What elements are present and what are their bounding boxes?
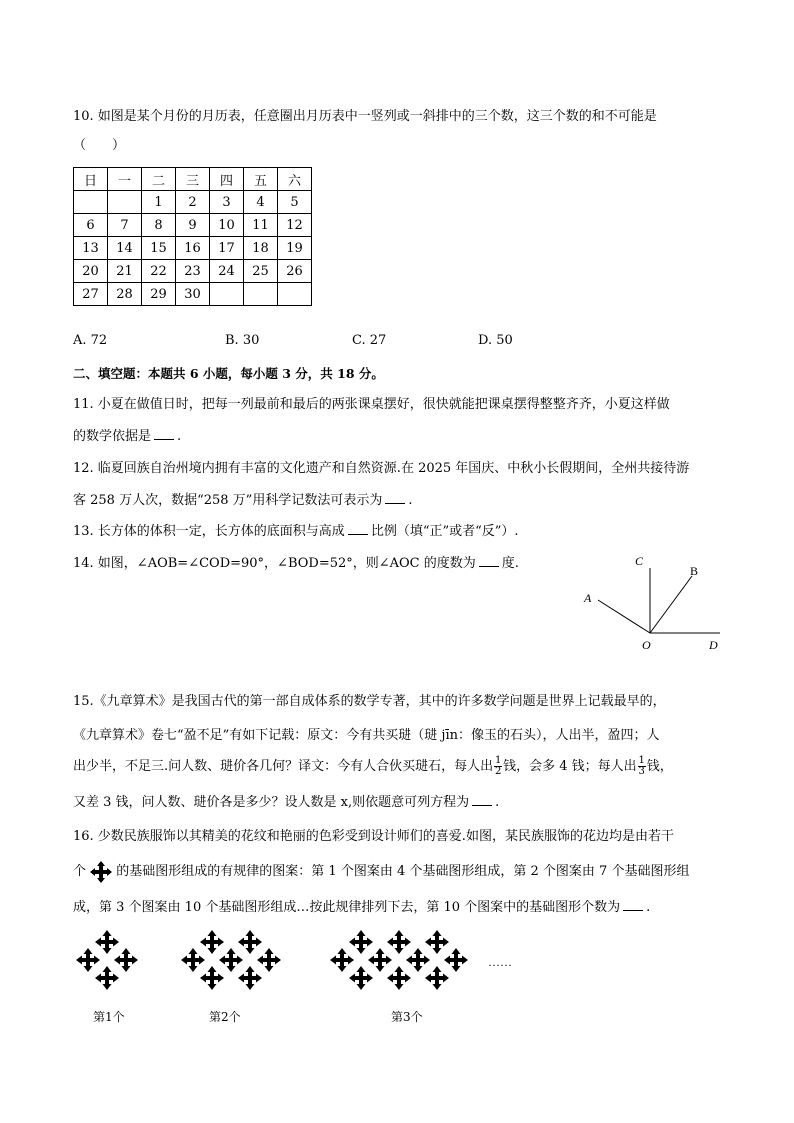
cross-arrow-icon [368, 948, 392, 972]
calendar-cell: 1 [142, 191, 176, 214]
calendar-row [74, 237, 312, 260]
q13-line1-text: 13. 长方体的体积一定，长方体的底面积与高成 [73, 524, 345, 539]
q16-line2a: 个 [73, 864, 87, 879]
calendar-cell [108, 191, 142, 214]
cross-arrow-icon [425, 966, 449, 990]
q15-line3c: 钱， [646, 759, 673, 774]
option-b: B. 30 [225, 333, 260, 348]
fraction-denominator: 3 [638, 766, 645, 777]
calendar-cell: 13 [74, 237, 108, 260]
calendar-cell: 25 [244, 260, 278, 283]
option-a: A. 72 [73, 333, 108, 348]
option-c: C. 27 [352, 333, 387, 348]
calendar-header-row [74, 168, 312, 191]
q12-line2-text: 客 258 万人次，数据“258 万”用科学记数法可表示为 [73, 493, 383, 508]
q10-text-line1: 10. 如图是某个月份的月历表，任意圈出月历表中一竖列或一斜排中的三个数，这三个数的和不可能是 [73, 109, 657, 124]
cross-arrow-icon [257, 948, 281, 972]
cross-arrow-icon [406, 948, 430, 972]
q14-line1-end: 度. [501, 556, 519, 571]
cross-arrow-icon [95, 930, 119, 954]
q12-line1: 12. 临夏回族自治州境内拥有丰富的文化遗产和自然资源.在 2025 年国庆、中秋小长假期间，全州共接待游 [73, 461, 690, 476]
calendar-cell [74, 191, 108, 214]
calendar-cell: 27 [74, 283, 108, 306]
calendar-cell: 5 [278, 191, 312, 214]
cross-arrow-icon [425, 930, 449, 954]
q11-line2-end: . [177, 429, 182, 444]
calendar-header-cell: 四 [210, 168, 244, 191]
fraction-denominator: 2 [494, 766, 502, 777]
calendar-cell: 9 [176, 214, 210, 237]
fraction-one-half [494, 756, 502, 777]
calendar-cell: 29 [142, 283, 176, 306]
q11-line1: 11. 小夏在做值日时，把每一列最前和最后的两张课桌摆好，很快就能把课桌摆得整整齐齐，小夏这样做 [73, 397, 670, 412]
q16-line1: 16. 少数民族服饰以其精美的花纹和艳丽的色彩受到设计师们的喜爱.如图，某民族服饰的花边均是由若干 [73, 829, 674, 844]
q16-line3-text: 成，第 3 个图案由 10 个基础图形组成…按此规律排列下去，第 10 个图案中的基础图形个数为 [73, 900, 621, 915]
q11-line2 [73, 425, 181, 444]
calendar-cell: 7 [108, 214, 142, 237]
fraction-one-third [638, 756, 646, 777]
ray-oa [598, 600, 650, 633]
q15-line4-text: 又差 3 钱，问人数、琎价各是多少？设人数是 x,则依题意可列方程为 [73, 795, 470, 810]
calendar-cell: 21 [108, 260, 142, 283]
q15-line3a: 出少半，不足三.问人数、琎价各几何？译文：今有人合伙买琎石，每人出 [73, 759, 494, 774]
q10-text-line2: （ ） [73, 138, 126, 153]
angle-figure [580, 550, 730, 655]
calendar-cell: 3 [210, 191, 244, 214]
q13-line1 [73, 520, 519, 539]
calendar-cell: 10 [210, 214, 244, 237]
pattern-1 [76, 930, 138, 990]
calendar-cell: 12 [278, 214, 312, 237]
calendar-cell: 30 [176, 283, 210, 306]
q11-line2-text: 的数学依据是 [73, 429, 152, 444]
calendar-cell: 11 [244, 214, 278, 237]
q15-line1: 15.《九章算术》是我国古代的第一部自成体系的数学专著，其中的许多数学问题是世界上记载最早的， [73, 694, 666, 709]
label-o: O [642, 638, 651, 652]
q12-line2 [73, 489, 412, 508]
cross-arrow-icon [330, 948, 354, 972]
calendar-cell: 26 [278, 260, 312, 283]
cross-arrow-icon [444, 948, 468, 972]
calendar-cell: 18 [244, 237, 278, 260]
calendar-cell: 15 [142, 237, 176, 260]
calendar-cell: 17 [210, 237, 244, 260]
calendar-cell: 28 [108, 283, 142, 306]
option-d: D. 50 [478, 333, 513, 348]
pattern-label-1: 第1个 [93, 1010, 125, 1024]
calendar-cell: 8 [142, 214, 176, 237]
pattern-label-3: 第3个 [391, 1010, 423, 1024]
pattern-2 [181, 930, 281, 990]
calendar-row [74, 283, 312, 306]
q16-line2b: 的基础图形组成的有规律的图案：第 1 个图案由 4 个基础图形组成，第 2 个图案由 7 个基础图形组 [116, 864, 690, 879]
label-a: A [584, 591, 592, 605]
q14-line1 [73, 552, 519, 571]
pattern-figure [0, 920, 794, 1010]
q14-line1-text: 14. 如图，∠AOB=∠COD=90°，∠BOD=52°，则∠AOC 的度数为 [73, 556, 476, 571]
cross-arrow-icon [238, 966, 262, 990]
q12-line2-end: . [408, 493, 413, 508]
cross-arrow-icon [200, 966, 224, 990]
calendar-cell: 23 [176, 260, 210, 283]
calendar-cell [278, 283, 312, 306]
cross-arrow-icon [238, 930, 262, 954]
q16-line2 [73, 860, 689, 883]
pattern-label-2: 第2个 [209, 1010, 241, 1024]
calendar-table [73, 167, 312, 306]
q15-line3 [73, 755, 673, 777]
answer-blank [479, 565, 499, 567]
cross-arrow-icon [76, 948, 100, 972]
cross-arrow-icon [349, 966, 373, 990]
calendar-cell: 6 [74, 214, 108, 237]
answer-blank [348, 533, 368, 535]
q15-line2: 《九章算术》卷七“盈不足”有如下记载：原文：今有共买琎（琎 jīn：像玉的石头），人出半，盈四；人 [73, 728, 660, 743]
calendar-cell: 16 [176, 237, 210, 260]
section-heading: 二、填空题：本题共 6 小题，每小题 3 分，共 18 分。 [73, 366, 384, 381]
calendar-row [74, 191, 312, 214]
calendar-header-cell: 五 [244, 168, 278, 191]
cross-arrow-icon [200, 930, 224, 954]
cross-arrow-icon [95, 966, 119, 990]
answer-blank [472, 804, 492, 806]
pattern-3 [330, 930, 468, 990]
cross-arrow-icon [387, 966, 411, 990]
label-d: D [709, 638, 718, 652]
calendar-header-cell: 二 [142, 168, 176, 191]
q15-line4 [73, 791, 499, 810]
calendar-header-cell: 六 [278, 168, 312, 191]
calendar-cell: 22 [142, 260, 176, 283]
calendar-cell: 2 [176, 191, 210, 214]
cross-arrow-icon [219, 948, 243, 972]
calendar-cell: 20 [74, 260, 108, 283]
cross-arrow-icon [181, 948, 205, 972]
cross-arrow-icon [387, 930, 411, 954]
calendar-header-cell: 一 [108, 168, 142, 191]
calendar-cell: 24 [210, 260, 244, 283]
q15-line3b: 钱，会多 4 钱；每人出 [503, 759, 637, 774]
cross-arrow-icon [349, 930, 373, 954]
label-c: C [635, 554, 644, 568]
q16-line3 [73, 896, 650, 915]
q13-line1-end: 比例（填“正”或者“反”）. [370, 524, 519, 539]
q16-line3-end: . [646, 900, 651, 915]
pattern-ellipsis: …… [488, 955, 512, 969]
calendar-row [74, 260, 312, 283]
q15-line4-end: . [495, 795, 500, 810]
calendar-cell [210, 283, 244, 306]
cross-arrow-icon [90, 861, 112, 883]
ray-ob [650, 576, 692, 633]
calendar-header-cell: 三 [176, 168, 210, 191]
calendar-cell: 19 [278, 237, 312, 260]
label-b: B [690, 564, 699, 578]
fraction-numerator: 1 [494, 755, 502, 766]
calendar-cell [244, 283, 278, 306]
calendar-header-cell: 日 [74, 168, 108, 191]
calendar-cell: 14 [108, 237, 142, 260]
answer-blank [385, 502, 405, 504]
fraction-numerator: 1 [638, 755, 645, 766]
answer-blank [623, 909, 643, 911]
answer-blank [154, 438, 174, 440]
calendar-row [74, 214, 312, 237]
cross-arrow-icon [114, 948, 138, 972]
calendar-cell: 4 [244, 191, 278, 214]
